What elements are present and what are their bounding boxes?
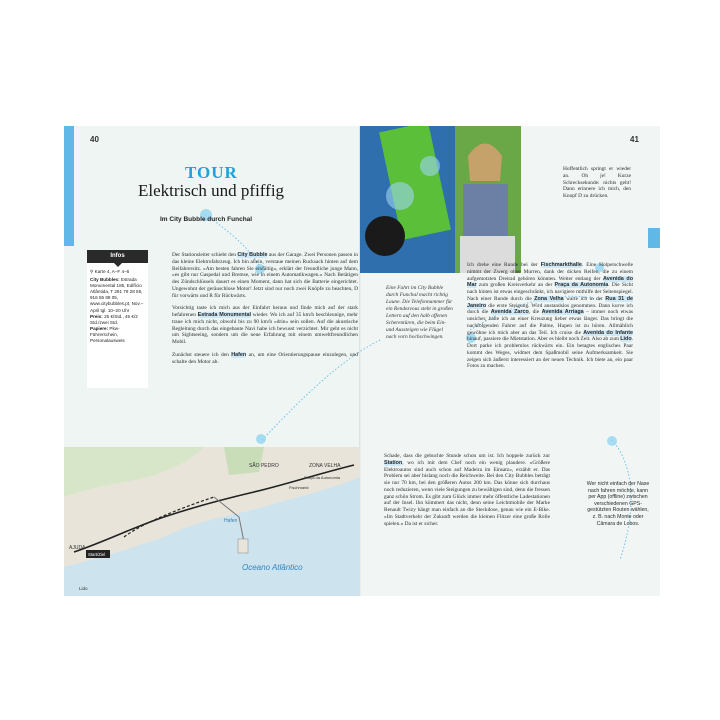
map-graphic bbox=[64, 447, 360, 596]
article-subhead: Im City Bubble durch Funchal bbox=[160, 216, 253, 223]
infos-line bbox=[90, 326, 145, 344]
map-label: Fischmarkt bbox=[289, 485, 309, 490]
infos-map-ref-text: Karte 4, A–F 4–6 bbox=[94, 269, 130, 274]
paragraph: Zunächst steuere ich den Hafen an, um eine Orientierungspause einzulegen, und schalte den Motor ab. bbox=[172, 351, 358, 365]
body-column-right-top: Hoffentlich springt er wieder an. Oh je! Kurze Schrecksekunde: nichts geht! Dann erinnere ich mich, den Knopf D zu drücken. bbox=[563, 166, 631, 199]
infos-line-label: City Bubbles: bbox=[90, 277, 120, 283]
body-column-middle-bottom: Schade, dass die gebuchte Stunde schon um ist. Ich hoppele zurück zur Station, wo ich mit dem Chef noch ein wenig plaudere. »Größere Elektroautos sind auch schon auf Madeira im Einsatz«, erzählt er. Das Problem sei aber bislang noch die Reichweite. Bei den City Bubbles beträgt sie nur 70 km, bei den größeren Autos 200 km. Das könne sich durchaus noch reduzieren, wenn viele Steigungen zu bewältigen sind, denn die fressen ganz schön Strom. Es gibt zum Glück immer mehr öffentliche Ladestationen auf der Insel. Ihn kümmert das nicht, denn seine Leichtmobile der Marke Renault Twizy hängt man einfach an die Steckdose, genau wie ein E-Bike. »Im Stadtverkehr der Zukunft werden die kleinen Flitzer eine große Rolle spielen.« Da ist er sicher. bbox=[384, 453, 550, 527]
infos-line-text: Pkw-Führerschein, Personalausweis bbox=[90, 325, 125, 344]
map-label: SÃO PEDRO bbox=[249, 463, 279, 469]
infos-line-label: Preis: bbox=[90, 313, 103, 319]
bubble-dot bbox=[256, 434, 266, 444]
page-number-right: 41 bbox=[630, 135, 639, 144]
map-label: Start/Ziel bbox=[88, 552, 106, 557]
bubble-dot bbox=[607, 436, 617, 446]
paragraph: Der Stationsleiter schiebt den City Bubble aus der Garage. Zwei Personen passen in das kleine Elektrofahrzeug. Ich bin allein, verstaue meinen Rucksack hinten auf dem Beifahrersitz. »Am besten fahren Sie einfältig«, erklärt der freundliche junge Mann, »es gibt nur Gaspedal und Bremse, wie in einem Automatikwagen.« Nach Betätigen des Zündschlüssels dauert es einen Moment, dann hat sich die Batterie eingerichtet. Ungewohnt der geräuschlose Motor! Jetzt sind nur noch zwei Knöpfe zu beachten, D für vorwärts und R für Rückwärts. bbox=[172, 252, 358, 299]
body-column-left bbox=[172, 252, 358, 371]
paragraph: Vorsichtig taste ich mich aus der Einfahrt heraus und finde mich auf der stark befahrenen Estrada Monumental wieder. Wo ich auf 35 km/h beschleunige, mehr traue ich mich nicht, obwohl bis zu 90 km/h »drin« sein sollen. Auf die akustische Begleitung durch das eingebaute Navi habe ich bewusst verzichtet. Mir geht es nicht um Sightseeing, sondern um die neue Erfahrung mit einem umweltfreundlichen Mobil. bbox=[172, 305, 358, 345]
sidenote: Wer nicht einfach der Nase nach fahren möchte, kann per App (offline) zwischen verschiedenen GPS-gestützten Routen wählen, z. B. nach Monte oder Câmara de Lobos. bbox=[586, 481, 650, 527]
section-kicker: TOUR bbox=[185, 163, 238, 182]
page-number-left: 40 bbox=[90, 135, 99, 144]
infos-line-text: 25 €/Std., 45 €/2 Std./zwei Std. bbox=[90, 313, 138, 325]
map-sea-label: Oceano Atlântico bbox=[242, 563, 303, 572]
map-label: ZONA VELHA bbox=[309, 463, 341, 469]
body-column-right: Ich drehe eine Runde bei der Fischmarkthalle. Eine Holperschwelle nimmt der Zwerg ohne Murren, dank der dicken Reifen, die zu einem aufgemotzten Dreirad gehören könnten. Weiter entlang der Avenida do Mar zum großen Kreisverkehr an der Praça da Autonomia. Die Sicht nach hinten ist etwas eingeschränkt, ich navigiere mithilfe der Seitenspiegel. Nach einer Runde durch die Zona Velha warte ich in der Rua 31 de Janeiro die erste Steigung. Wird anstandslos genommen. Dann kurve ich durch die Avenida Zarco, die Avenida Arriaga – immer noch etwas unsicher, halte ich an einer Kreuzung lieber etwas länger. Das bringt die nachfolgenden Fahrer auf die Palme, Hupen ist zu hören. Allmählich gewöhne ich mich aber an das Teil. Ich cruise die Avenida do Infante hinauf, passiere die Mietstation. Aber es bleibt noch Zeit. Also ab zum Lido. Dort parke ich problemlos rückwärts ein. Ein betagtes englisches Paar kommt des Weges, widmet dem Spaßmobil seine Aufmerksamkeit. Sie zeigen sich äußerst interessiert an der neuen Technik. Ich biete an, ein paar Fotos zu machen. bbox=[467, 262, 633, 370]
map-label: Hafen bbox=[224, 518, 238, 524]
map-label: AJUDA bbox=[69, 545, 86, 551]
infos-line bbox=[90, 314, 145, 326]
infos-body bbox=[87, 263, 148, 344]
photo-illustration bbox=[360, 126, 521, 273]
infos-line-label: Papiere: bbox=[90, 325, 109, 331]
infos-box bbox=[87, 250, 148, 388]
infos-line bbox=[90, 277, 145, 314]
map-label: Praça da Autonomia bbox=[304, 475, 341, 480]
infos-map-ref bbox=[90, 269, 145, 275]
photo-caption: Eine Fahrt im City Bubble durch Funchal macht richtig Laune. Die Telefonnummer für ein Rendezvous steht in großen Lettern auf den halb offenen Scherentüren, die beim Ein- und Aussteigen wie Flügel nach vorn hochschwingen. bbox=[386, 285, 453, 340]
route-map bbox=[64, 447, 360, 596]
map-pin-icon: ⚲ bbox=[90, 269, 94, 274]
infos-heading: Infos bbox=[87, 250, 148, 263]
article-headline: Elektrisch und pfiffig bbox=[138, 181, 285, 200]
infos-line-text: Estrada Monumental 185, Edifício Atlântida, T 291 78 28 55, 916 55 88 05, www.citybubbles.pt, Nov.–April tgl. 10–20 Uhr bbox=[90, 277, 144, 313]
map-label: Lido bbox=[79, 586, 88, 591]
city-bubble-photo bbox=[360, 126, 521, 273]
